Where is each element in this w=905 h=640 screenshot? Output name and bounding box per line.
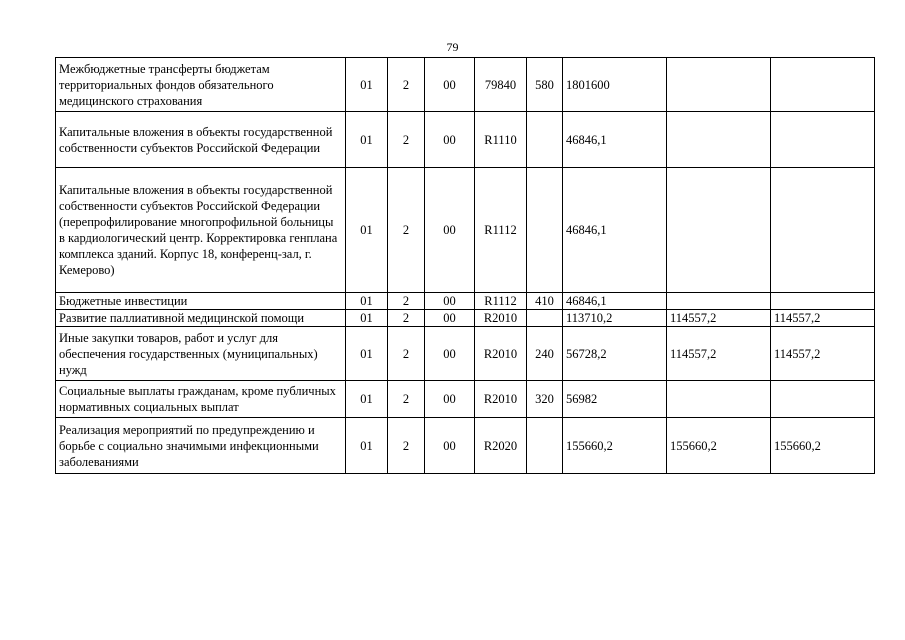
row-name: Бюджетные инвестиции (56, 293, 346, 310)
table-row (56, 112, 875, 168)
expense-type: 580 (527, 58, 563, 112)
table-row (56, 418, 875, 474)
expense-type (527, 168, 563, 293)
direction-code: R2020 (475, 418, 527, 474)
subprogram-code: 2 (388, 58, 425, 112)
subprogram-code: 2 (388, 418, 425, 474)
expense-type (527, 112, 563, 168)
amount-year-2 (667, 168, 771, 293)
direction-code: R2010 (475, 310, 527, 327)
amount-year-3: 114557,2 (771, 327, 875, 381)
row-name: Капитальные вложения в объекты государственной собственности субъектов Российской Федерации (56, 112, 346, 168)
amount-year-1: 155660,2 (563, 418, 667, 474)
table-row (56, 58, 875, 112)
amount-year-3 (771, 58, 875, 112)
amount-year-3: 155660,2 (771, 418, 875, 474)
measure-code: 00 (425, 381, 475, 418)
row-name: Капитальные вложения в объекты государственной собственности субъектов Российской Федерации (перепрофилирование многопрофильной больницы в кардиологический центр. Корректировка генплана комплекса зданий. Корпус 18, конференц-зал, г. Кемерово) (56, 168, 346, 293)
row-name: Социальные выплаты гражданам, кроме публичных нормативных социальных выплат (56, 381, 346, 418)
row-name: Реализация мероприятий по предупреждению и борьбе с социально значимыми инфекционными заболеваниями (56, 418, 346, 474)
measure-code: 00 (425, 112, 475, 168)
direction-code: R2010 (475, 381, 527, 418)
expense-type: 320 (527, 381, 563, 418)
amount-year-3 (771, 168, 875, 293)
amount-year-3: 114557,2 (771, 310, 875, 327)
amount-year-1: 56982 (563, 381, 667, 418)
program-code: 01 (346, 310, 388, 327)
subprogram-code: 2 (388, 327, 425, 381)
measure-code: 00 (425, 327, 475, 381)
direction-code: R2010 (475, 327, 527, 381)
amount-year-2 (667, 112, 771, 168)
amount-year-2: 114557,2 (667, 327, 771, 381)
program-code: 01 (346, 381, 388, 418)
expense-type: 410 (527, 293, 563, 310)
budget-table (55, 57, 875, 474)
row-name: Межбюджетные трансферты бюджетам территориальных фондов обязательного медицинского страхования (56, 58, 346, 112)
row-name: Развитие паллиативной медицинской помощи (56, 310, 346, 327)
measure-code: 00 (425, 168, 475, 293)
table-row (56, 327, 875, 381)
program-code: 01 (346, 327, 388, 381)
direction-code: R1110 (475, 112, 527, 168)
amount-year-1: 56728,2 (563, 327, 667, 381)
amount-year-3 (771, 381, 875, 418)
program-code: 01 (346, 58, 388, 112)
amount-year-2: 114557,2 (667, 310, 771, 327)
measure-code: 00 (425, 418, 475, 474)
subprogram-code: 2 (388, 293, 425, 310)
expense-type: 240 (527, 327, 563, 381)
program-code: 01 (346, 293, 388, 310)
amount-year-2 (667, 381, 771, 418)
measure-code: 00 (425, 310, 475, 327)
amount-year-2 (667, 58, 771, 112)
direction-code: R1112 (475, 168, 527, 293)
direction-code: 79840 (475, 58, 527, 112)
amount-year-1: 46846,1 (563, 168, 667, 293)
amount-year-1: 1801600 (563, 58, 667, 112)
table-row (56, 168, 875, 293)
amount-year-1: 113710,2 (563, 310, 667, 327)
subprogram-code: 2 (388, 168, 425, 293)
program-code: 01 (346, 168, 388, 293)
measure-code: 00 (425, 58, 475, 112)
amount-year-3 (771, 112, 875, 168)
program-code: 01 (346, 112, 388, 168)
expense-type (527, 418, 563, 474)
amount-year-2: 155660,2 (667, 418, 771, 474)
amount-year-3 (771, 293, 875, 310)
subprogram-code: 2 (388, 310, 425, 327)
subprogram-code: 2 (388, 381, 425, 418)
table-row (56, 310, 875, 327)
table-row (56, 381, 875, 418)
program-code: 01 (346, 418, 388, 474)
page-number: 79 (446, 40, 459, 54)
measure-code: 00 (425, 293, 475, 310)
expense-type (527, 310, 563, 327)
table-row (56, 293, 875, 310)
amount-year-1: 46846,1 (563, 293, 667, 310)
amount-year-1: 46846,1 (563, 112, 667, 168)
direction-code: R1112 (475, 293, 527, 310)
amount-year-2 (667, 293, 771, 310)
subprogram-code: 2 (388, 112, 425, 168)
row-name: Иные закупки товаров, работ и услуг для обеспечения государственных (муниципальных) нужд (56, 327, 346, 381)
